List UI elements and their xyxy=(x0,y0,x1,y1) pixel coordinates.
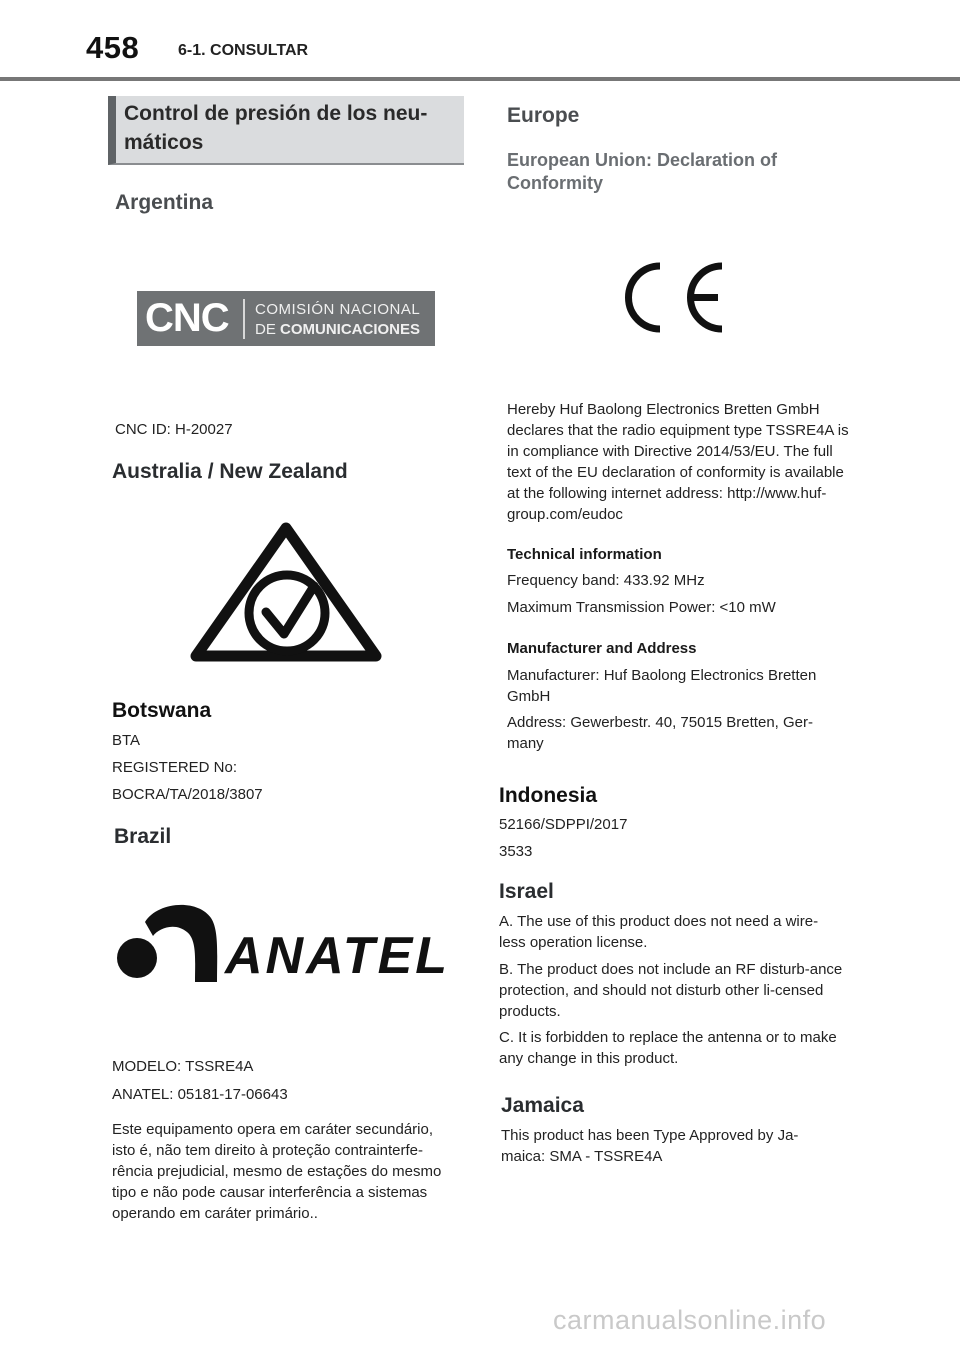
cnc-id: CNC ID: H-20027 xyxy=(115,421,233,438)
anatel-wordmark: ANATEL xyxy=(225,927,451,985)
argentina-heading: Argentina xyxy=(115,191,214,214)
section-title: Control de presión de los neu-máticos xyxy=(124,102,428,154)
technical-info-heading: Technical information xyxy=(507,546,662,563)
israel-heading: Israel xyxy=(499,880,554,903)
jamaica-heading: Jamaica xyxy=(501,1094,584,1117)
botswana-line2: REGISTERED No: xyxy=(112,759,238,776)
israel-clause-b: B. The product does not include an RF disturb-ance protection, and should not disturb other li-censed products. xyxy=(499,961,843,1020)
anatel-symbol-icon xyxy=(115,900,220,985)
cnc-logo-line1: COMISIÓN NACIONAL xyxy=(255,301,421,318)
rcm-compliance-icon xyxy=(186,516,386,666)
manufacturer-heading: Manufacturer and Address xyxy=(507,640,697,657)
botswana-heading: Botswana xyxy=(112,699,212,722)
chapter-title: 6-1. CONSULTAR xyxy=(178,42,309,59)
eu-declaration-text: Hereby Huf Baolong Electronics Bretten GmbH declares that the radio equipment type TSSRE4A is in compliance with Directive 2014/53/EU. The full text of the EU declaration of conformity is available at the following internet address: http://www.huf-group.com/eudoc xyxy=(507,401,849,523)
israel-clause-c: C. It is forbidden to replace the antenna or to make any change in this product. xyxy=(499,1029,837,1067)
ce-mark-icon xyxy=(622,260,732,335)
section-title-box xyxy=(108,96,464,165)
botswana-line3: BOCRA/TA/2018/3807 xyxy=(112,786,263,803)
anatel-logo xyxy=(115,900,450,990)
indonesia-line1: 52166/SDPPI/2017 xyxy=(499,816,628,833)
cnc-logo xyxy=(137,291,435,346)
manufacturer-address: Address: Gewerbestr. 40, 75015 Bretten, Ger-many xyxy=(507,714,813,752)
manufacturer-text: Manufacturer: Huf Baolong Electronics Bretten GmbH xyxy=(507,667,817,705)
cnc-logo-divider xyxy=(243,299,245,339)
jamaica-text: This product has been Type Approved by Ja-maica: SMA - TSSRE4A xyxy=(501,1127,799,1165)
botswana-line1: BTA xyxy=(112,732,141,749)
cnc-logo-line2 xyxy=(255,321,420,338)
eu-declaration-subheading: European Union: Declaration of Conformity xyxy=(507,150,778,193)
brazil-notice: Este equipamento opera em caráter secundário, isto é, não tem direito à proteção contrainterfe-rência prejudicial, mesmo de estações do mesmo tipo e não pode causar interferência a sistemas operando em caráter primário.. xyxy=(112,1121,442,1222)
indonesia-heading: Indonesia xyxy=(499,784,598,807)
australia-heading: Australia / New Zealand xyxy=(112,460,348,483)
header-divider xyxy=(0,77,960,81)
brazil-anatel-id: ANATEL: 05181-17-06643 xyxy=(112,1086,288,1103)
israel-clause-a: A. The use of this product does not need a wire-less operation license. xyxy=(499,913,819,951)
brazil-modelo: MODELO: TSSRE4A xyxy=(112,1058,254,1075)
watermark: carmanualsonline.info xyxy=(553,1305,827,1335)
page-number: 458 xyxy=(86,30,140,65)
indonesia-line2: 3533 xyxy=(499,843,533,860)
cnc-logo-line2-bold: COMUNICACIONES xyxy=(280,321,421,338)
cnc-logo-line2-prefix: DE xyxy=(255,321,281,338)
cnc-logo-letters: CNC xyxy=(145,296,229,340)
europe-heading: Europe xyxy=(507,104,580,127)
brazil-heading: Brazil xyxy=(114,825,172,848)
ce-mark-label: CE xyxy=(622,260,624,261)
max-transmission-power: Maximum Transmission Power: <10 mW xyxy=(507,599,776,616)
frequency-band: Frequency band: 433.92 MHz xyxy=(507,572,705,589)
